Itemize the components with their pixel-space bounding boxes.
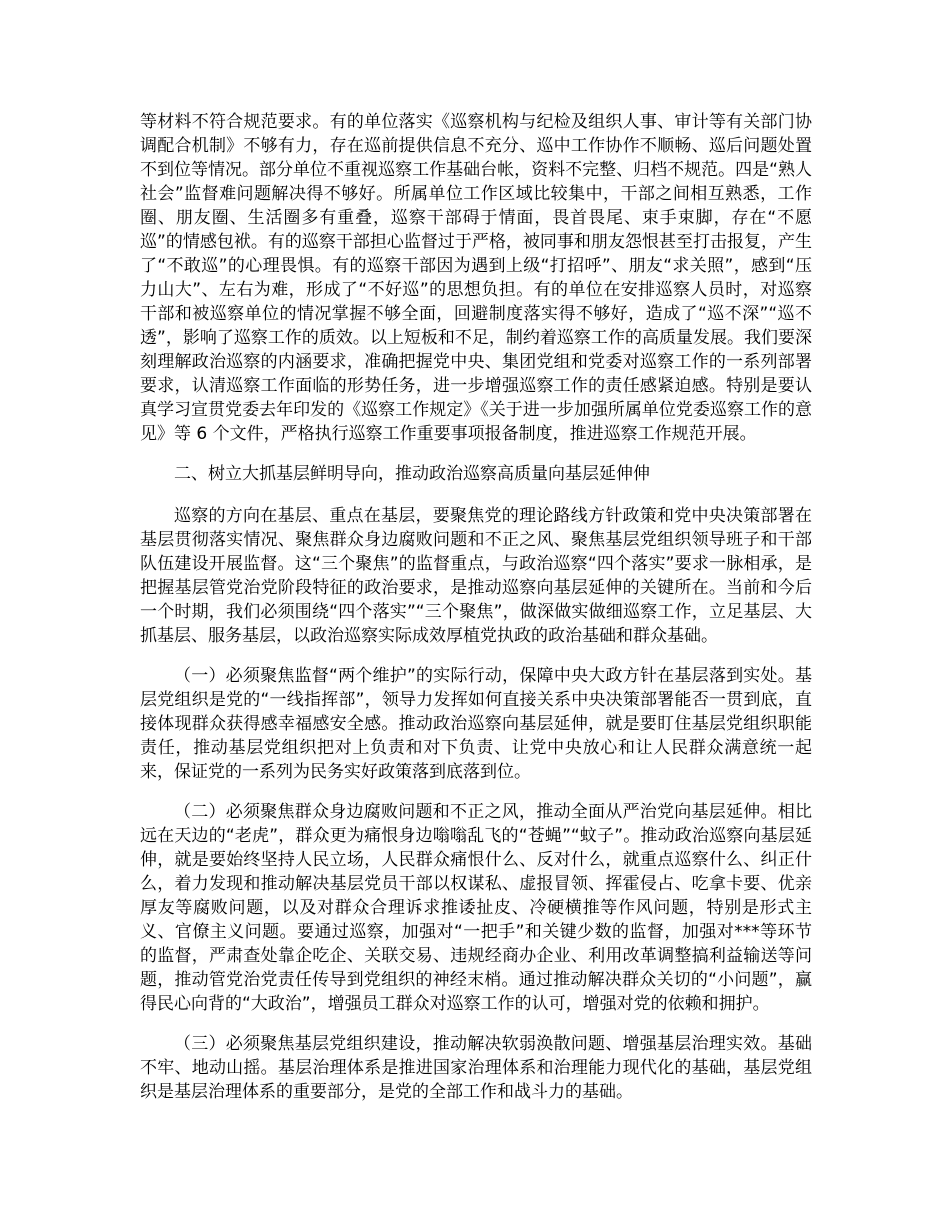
paragraph-intro: 巡察的方向在基层、重点在基层，要聚焦党的理论路线方针政策和党中央决策部署在基层贯彻落实情况、聚焦群众身边腐败问题和不正之风、聚焦基层党组织领导班子和干部队伍建设开展监督。这“三个聚焦”的监督重点，与政治巡察“四个落实”要求一脉相承，是把握基层管党治党阶段特征的政治要求，是推动巡察向基层延伸的关键所在。当前和今后一个时期，我们必须围绕“四个落实”“三个聚焦”，做深做实做细巡察工作，立足基层、大抓基层、服务基层，以政治巡察实际成效厚植党执政的政治基础和群众基础。 xyxy=(140,506,812,646)
paragraph-1: （一）必须聚焦监督“两个维护”的实际行动，保障中央大政方针在基层落到实处。基层党组织是党的“一线指挥部”，领导力发挥如何直接关系中央决策部署能否一贯到底，直接体现群众获得感幸福感安全感。推动政治巡察向基层延伸，就是要盯住基层党组织职能责任，推动基层党组织把对上负责和对下负责、让党中央放心和让人民群众满意统一起来，保证党的一系列为民务实好政策落到底落到位。 xyxy=(140,666,812,782)
document-page xyxy=(140,110,812,1120)
section-heading: 二、树立大抓基层鲜明导向，推动政治巡察高质量向基层延伸伸 xyxy=(174,464,650,484)
paragraph-3: （三）必须聚焦基层党组织建设，推动解决软弱涣散问题、增强基层治理实效。基础不牢、地动山摇。基层治理体系是推进国家治理体系和治理能力现代化的基础，基层党组织是基层治理体系的重要部分，是党的全部工作和战斗力的基础。 xyxy=(140,1034,812,1102)
paragraph-2: （二）必须聚焦群众身边腐败问题和不正之风，推动全面从严治党向基层延伸。相比远在天边的“老虎”，群众更为痛恨身边嗡嗡乱飞的“苍蝇”“蚊子”。推动政治巡察向基层延伸，就是要始终坚持人民立场，人民群众痛恨什么、反对什么，就重点巡察什么、纠正什么，着力发现和推动解决基层党员干部以权谋私、虚报冒领、挥霍侵占、吃拿卡要、优亲厚友等腐败问题，以及对群众合理诉求推诿扯皮、冷硬横推等作风问题，特别是形式主义、官僚主义问题。要通过巡察，加强对“一把手”和关键少数的监督，加强对***等环节的监督，严肃查处靠企吃企、关联交易、违规经商办企业、利用改革调整搞利益输送等问题，推动管党治党责任传导到党组织的神经末梢。通过推动解决群众关切的“小问题”，赢得民心向背的“大政治”，增强员工群众对巡察工作的认可，增强对党的依赖和拥护。 xyxy=(140,802,812,1014)
paragraph-continued: 等材料不符合规范要求。有的单位落实《巡察机构与纪检及组织人事、审计等有关部门协调配合机制》不够有力，存在巡前提供信息不充分、巡中工作协作不顺畅、巡后问题处置不到位等情况。部分单位不重视巡察工作基础台帐，资料不完整、归档不规范。四是“熟人社会”监督难问题解决得不够好。所属单位工作区域比较集中，干部之间相互熟悉，工作圈、朋友圈、生活圈多有重叠，巡察干部碍于情面，畏首畏尾、束手束脚，存在“不愿巡”的情感包袱。有的巡察干部担心监督过于严格，被同事和朋友怨恨甚至打击报复，产生了“不敢巡”的心理畏惧。有的巡察干部因为遇到上级“打招呼”、朋友“求关照”，感到“压力山大”、左右为难，形成了“不好巡”的思想负担。有的单位在安排巡察人员时，对巡察干部和被巡察单位的情况掌握不够全面，回避制度落实得不够好，造成了“巡不深”“巡不透”，影响了巡察工作的质效。以上短板和不足，制约着巡察工作的高质量发展。我们要深刻理解政治巡察的内涵要求，准确把握党中央、集团党组和党委对巡察工作的一系列部署要求，认清巡察工作面临的形势任务，进一步增强巡察工作的责任感紧迫感。特别是要认真学习宣贯党委去年印发的《巡察工作规定》《关于进一步加强所属单位党委巡察工作的意见》等 6 个文件，严格执行巡察工作重要事项报备制度，推进巡察工作规范开展。 xyxy=(140,112,812,444)
